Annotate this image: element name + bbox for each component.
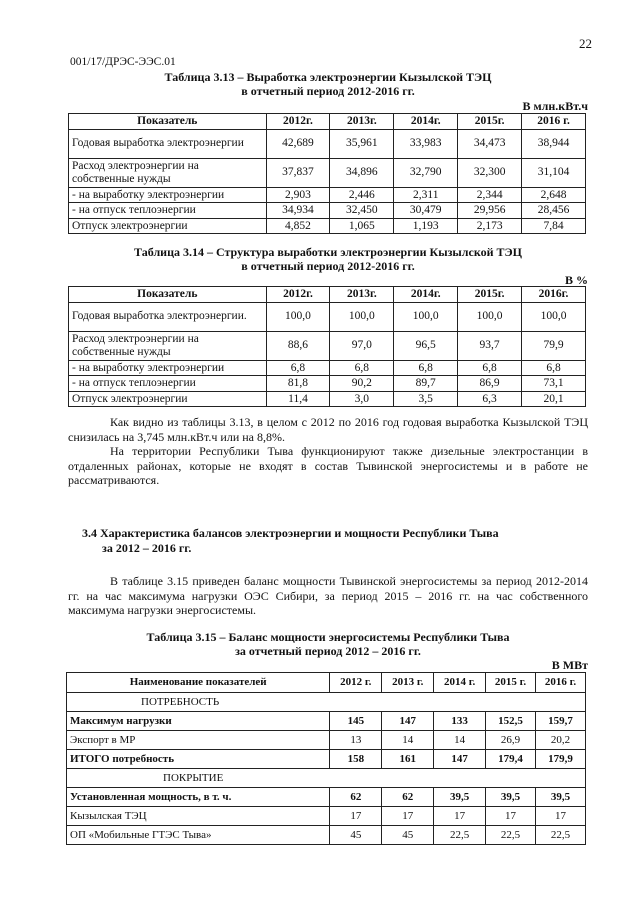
cell: 152,5	[486, 712, 536, 731]
section-heading	[82, 526, 499, 555]
header-cell: 2013 г.	[382, 673, 434, 693]
cell: 17	[536, 807, 586, 826]
cell: 6,3	[458, 391, 522, 407]
cell: 34,934	[266, 203, 330, 219]
cell: 39,5	[486, 788, 536, 807]
cell: 28,456	[522, 203, 586, 219]
header-cell: 2015 г.	[486, 673, 536, 693]
row-label: Кызылская ТЭЦ	[67, 807, 330, 826]
cell: 2,446	[330, 187, 394, 203]
caption-line: Таблица 3.13 – Выработка электроэнергии Кызылской ТЭЦ	[164, 70, 492, 84]
row-label: Годовая выработка электроэнергии	[69, 129, 267, 158]
cell: 33,983	[394, 129, 458, 158]
header-cell: Показатель	[69, 114, 267, 130]
cell: 14	[382, 731, 434, 750]
table-row	[69, 203, 586, 219]
table-header-row	[69, 114, 586, 130]
header-cell: 2014г.	[394, 114, 458, 130]
cell: 89,7	[394, 376, 458, 392]
header-cell: 2012г.	[266, 114, 330, 130]
cell: 97,0	[330, 331, 394, 360]
caption-line: в отчетный период 2012-2016 гг.	[241, 84, 415, 98]
paragraph	[68, 415, 588, 488]
row-label: Максимум нагрузки	[67, 712, 330, 731]
cell: 73,1	[522, 376, 586, 392]
cell: 39,5	[434, 788, 486, 807]
paragraph-text: На территории Республики Тыва функционируют также дизельные электростанции в отдаленных районах, которые не входят в состав Тывинской энергосистемы и в работе не рассматриваются.	[68, 444, 588, 487]
caption-line: Таблица 3.15 – Баланс мощности энергосистемы Республики Тыва	[146, 630, 510, 644]
table-row	[69, 360, 586, 376]
header-cell: 2013г.	[330, 114, 394, 130]
cell: 161	[382, 750, 434, 769]
table-row	[67, 731, 586, 750]
row-label: ИТОГО потребность	[67, 750, 330, 769]
table-row	[69, 158, 586, 187]
cell: 39,5	[536, 788, 586, 807]
table-row	[69, 129, 586, 158]
cell: 7,84	[522, 218, 586, 234]
cell: 13	[330, 731, 382, 750]
cell: 34,473	[458, 129, 522, 158]
cell: 158	[330, 750, 382, 769]
table-header-row	[67, 673, 586, 693]
header-cell: 2013г.	[330, 287, 394, 303]
header-cell: 2015г.	[458, 114, 522, 130]
cell: 100,0	[330, 302, 394, 331]
cell: 1,193	[394, 218, 458, 234]
paragraph	[68, 574, 588, 618]
row-label: Годовая выработка электроэнергии.	[69, 302, 267, 331]
section-label: ПОКРЫТИЕ	[67, 769, 586, 788]
row-label: Расход электроэнергии на собственные нужды	[69, 158, 267, 187]
paragraph-text: В таблице 3.15 приведен баланс мощности Тывинской энергосистемы за период 2012-2014 гг. на час максимума нагрузки ОЭС Сибири, за период 2015 – 2016 гг. на час собственного максимума нагрузки энергосистемы.	[68, 574, 588, 617]
header-cell: Показатель	[69, 287, 267, 303]
header-cell: 2012г.	[266, 287, 330, 303]
row-label: Экспорт в МР	[67, 731, 330, 750]
cell: 145	[330, 712, 382, 731]
table-row	[67, 750, 586, 769]
cell: 45	[330, 826, 382, 845]
cell: 22,5	[536, 826, 586, 845]
cell: 93,7	[458, 331, 522, 360]
row-label: - на отпуск теплоэнергии	[69, 376, 267, 392]
table-3-14	[68, 286, 586, 407]
header-cell: 2014 г.	[434, 673, 486, 693]
cell: 2,344	[458, 187, 522, 203]
cell: 100,0	[394, 302, 458, 331]
page-number: 22	[579, 36, 592, 51]
cell: 100,0	[458, 302, 522, 331]
cell: 6,8	[330, 360, 394, 376]
row-label: - на выработку электроэнергии	[69, 187, 267, 203]
table-row	[67, 807, 586, 826]
cell: 179,4	[486, 750, 536, 769]
table-row	[67, 826, 586, 845]
cell: 42,689	[266, 129, 330, 158]
document-code: 001/17/ДРЭС-ЭЭС.01	[70, 56, 176, 68]
row-label: ОП «Мобильные ГТЭС Тыва»	[67, 826, 330, 845]
cell: 20,1	[522, 391, 586, 407]
table-3-13-unit: В млн.кВт.ч	[522, 99, 588, 113]
caption-line: в отчетный период 2012-2016 гг.	[241, 259, 415, 273]
row-label: - на выработку электроэнергии	[69, 360, 267, 376]
table-3-13-caption	[68, 70, 588, 98]
header-cell: Наименование показателей	[67, 673, 330, 693]
paragraph-text: Как видно из таблицы 3.13, в целом с 2012 по 2016 год годовая выработка Кызылской ТЭЦ снизилась на 3,745 млн.кВт.ч или на 8,8%.	[68, 415, 588, 444]
cell: 31,104	[522, 158, 586, 187]
cell: 3,5	[394, 391, 458, 407]
cell: 22,5	[434, 826, 486, 845]
header-cell: 2012 г.	[330, 673, 382, 693]
heading-line: за 2012 – 2016 гг.	[102, 540, 192, 555]
table-row	[69, 187, 586, 203]
cell: 6,8	[458, 360, 522, 376]
cell: 26,9	[486, 731, 536, 750]
cell: 147	[382, 712, 434, 731]
cell: 20,2	[536, 731, 586, 750]
row-label: - на отпуск теплоэнергии	[69, 203, 267, 219]
header-cell: 2016 г.	[522, 114, 586, 130]
cell: 17	[434, 807, 486, 826]
row-label: Расход электроэнергии на собственные нужды	[69, 331, 267, 360]
cell: 14	[434, 731, 486, 750]
table-row	[69, 302, 586, 331]
cell: 159,7	[536, 712, 586, 731]
cell: 79,9	[522, 331, 586, 360]
table-3-15	[66, 672, 586, 845]
table-3-14-caption	[68, 245, 588, 273]
cell: 179,9	[536, 750, 586, 769]
cell: 37,837	[266, 158, 330, 187]
cell: 6,8	[266, 360, 330, 376]
table-row	[69, 218, 586, 234]
cell: 62	[382, 788, 434, 807]
cell: 45	[382, 826, 434, 845]
table-header-row	[69, 287, 586, 303]
table-3-13	[68, 113, 586, 234]
cell: 2,311	[394, 187, 458, 203]
table-3-14-unit: В %	[564, 273, 588, 287]
cell: 147	[434, 750, 486, 769]
cell: 96,5	[394, 331, 458, 360]
cell: 38,944	[522, 129, 586, 158]
caption-line: Таблица 3.14 – Структура выработки электроэнергии Кызылской ТЭЦ	[134, 245, 522, 259]
cell: 90,2	[330, 376, 394, 392]
header-cell: 2014г.	[394, 287, 458, 303]
cell: 11,4	[266, 391, 330, 407]
cell: 6,8	[522, 360, 586, 376]
cell: 32,450	[330, 203, 394, 219]
cell: 1,065	[330, 218, 394, 234]
table-row	[67, 788, 586, 807]
cell: 17	[330, 807, 382, 826]
cell: 88,6	[266, 331, 330, 360]
cell: 34,896	[330, 158, 394, 187]
table-row	[69, 391, 586, 407]
caption-line: за отчетный период 2012 – 2016 гг.	[235, 644, 421, 658]
cell: 2,173	[458, 218, 522, 234]
cell: 17	[486, 807, 536, 826]
table-3-15-unit: В МВт	[551, 658, 588, 672]
cell: 30,479	[394, 203, 458, 219]
row-label: Отпуск электроэнергии	[69, 391, 267, 407]
cell: 2,648	[522, 187, 586, 203]
section-row	[67, 769, 586, 788]
section-row	[67, 693, 586, 712]
row-label: Отпуск электроэнергии	[69, 218, 267, 234]
section-label: ПОТРЕБНОСТЬ	[67, 693, 586, 712]
cell: 3,0	[330, 391, 394, 407]
cell: 32,300	[458, 158, 522, 187]
heading-line: 3.4 Характеристика балансов электроэнергии и мощности Республики Тыва	[82, 526, 499, 540]
cell: 6,8	[394, 360, 458, 376]
cell: 133	[434, 712, 486, 731]
cell: 100,0	[522, 302, 586, 331]
cell: 81,8	[266, 376, 330, 392]
cell: 62	[330, 788, 382, 807]
cell: 17	[382, 807, 434, 826]
cell: 29,956	[458, 203, 522, 219]
row-label: Установленная мощность, в т. ч.	[67, 788, 330, 807]
cell: 86,9	[458, 376, 522, 392]
table-row	[69, 331, 586, 360]
header-cell: 2015г.	[458, 287, 522, 303]
header-cell: 2016г.	[522, 287, 586, 303]
cell: 32,790	[394, 158, 458, 187]
table-row	[69, 376, 586, 392]
cell: 2,903	[266, 187, 330, 203]
cell: 100,0	[266, 302, 330, 331]
cell: 4,852	[266, 218, 330, 234]
table-row	[67, 712, 586, 731]
cell: 35,961	[330, 129, 394, 158]
cell: 22,5	[486, 826, 536, 845]
table-3-15-caption	[68, 630, 588, 658]
header-cell: 2016 г.	[536, 673, 586, 693]
